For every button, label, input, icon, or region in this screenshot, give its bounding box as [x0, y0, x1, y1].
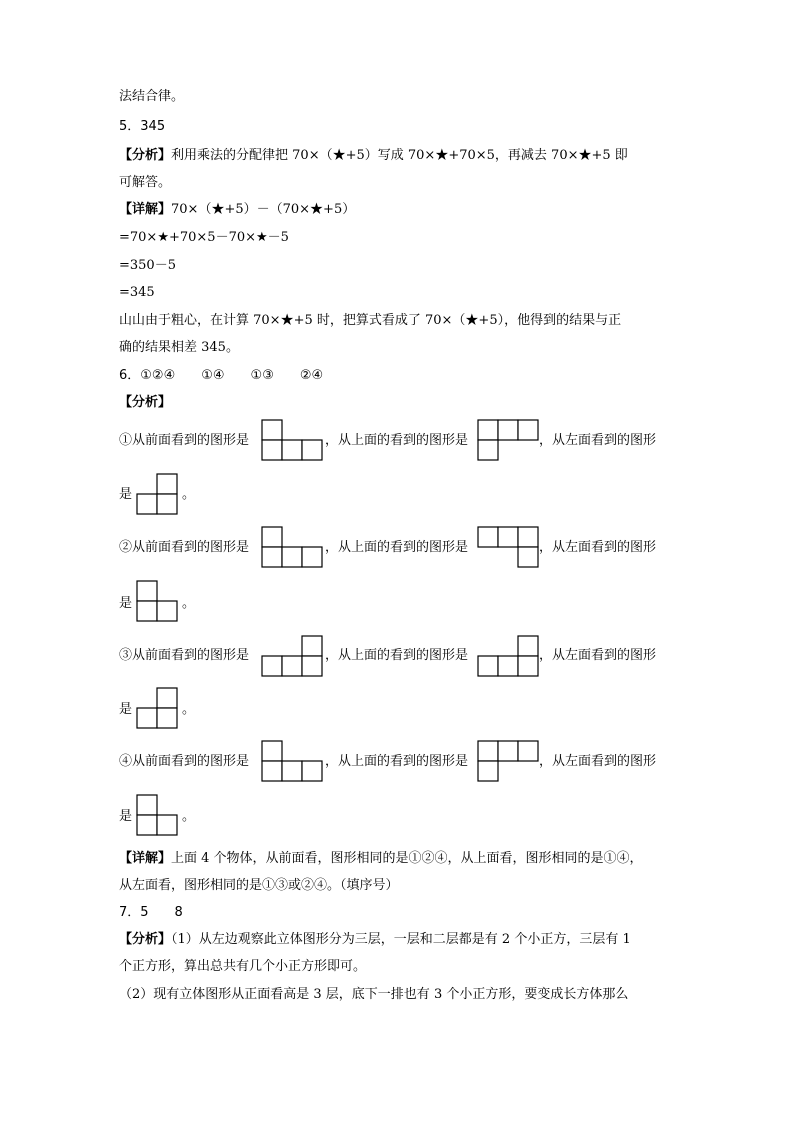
view-1-top-label: ，从上面的看到的图形是: [325, 433, 469, 448]
view-3-suffix-pre: 是: [119, 702, 133, 717]
detail-line: [119, 201, 355, 219]
detail-line: 确的结果相差 345。: [119, 340, 239, 355]
analysis-line: [119, 147, 628, 165]
top-view-figure: [478, 527, 540, 569]
view-4-top-label: ，从上面的看到的图形是: [325, 754, 469, 769]
detail-line: 从左面看，图形相同的是①③或②④。（填序号）: [119, 878, 399, 893]
detail-line: =350－5: [119, 258, 176, 273]
analysis-line: 可解答。: [119, 175, 172, 190]
top-view-figure: [478, 420, 540, 462]
view-3-suffix-post: 。: [182, 702, 196, 717]
front-view-figure: [262, 527, 324, 569]
view-1-front-label: ①从前面看到的图形是: [119, 433, 250, 448]
view-2-top-label: ，从上面的看到的图形是: [325, 540, 469, 555]
top-view-figure: [478, 741, 540, 783]
view-4-front-label: ④从前面看到的图形是: [119, 754, 250, 769]
detail-text: 上面 4 个物体，从前面看，图形相同的是①②④，从上面看，图形相同的是①④，: [171, 851, 643, 866]
front-view-figure: [262, 741, 324, 783]
detail-text: 70×（★+5）－（70×★+5）: [171, 202, 356, 217]
front-view-figure: [262, 636, 324, 678]
view-4-suffix-pre: 是: [119, 809, 133, 824]
view-1-left-label: ，从左面看到的图形: [539, 433, 657, 448]
analysis-tag: 【分析】: [119, 395, 172, 410]
left-view-figure: [137, 688, 179, 730]
analysis-text: （1）从左边观察此立体图形分为三层，一层和二层都是有 2 个小正方，三层有 1: [171, 932, 631, 947]
analysis-tag: 【分析】: [119, 148, 172, 163]
detail-line: 山山由于粗心，在计算 70×★+5 时，把算式看成了 70×（★+5），他得到的结果与正: [119, 313, 622, 328]
view-3-left-label: ，从左面看到的图形: [539, 648, 657, 663]
analysis-tag: 【分析】: [119, 932, 172, 947]
detail-line: =345: [119, 285, 155, 300]
view-4-suffix-post: 。: [182, 809, 196, 824]
detail-tag: 【详解】: [119, 851, 172, 866]
view-3-front-label: ③从前面看到的图形是: [119, 648, 250, 663]
front-view-figure: [262, 420, 324, 462]
question-7-answer: 7．5 8: [119, 905, 183, 920]
left-view-figure: [137, 795, 179, 837]
detail-line: =70×★+70×5－70×★－5: [119, 230, 289, 245]
view-1-suffix-pre: 是: [119, 487, 133, 502]
analysis-line: （2）现有立体图形从正面看高是 3 层，底下一排也有 3 个小正方形，要变成长方体那么: [119, 987, 629, 1002]
left-view-figure: [137, 581, 179, 623]
detail-tag: 【详解】: [119, 202, 172, 217]
left-view-figure: [137, 474, 179, 516]
view-4-left-label: ，从左面看到的图形: [539, 754, 657, 769]
question-6-answer: 6．①②④ ①④ ①③ ②④: [119, 368, 324, 383]
detail-line: [119, 850, 643, 868]
analysis-line: [119, 931, 631, 949]
view-1-suffix-post: 。: [182, 487, 196, 502]
top-view-figure: [478, 636, 540, 678]
text-line: 法结合律。: [119, 89, 185, 104]
view-2-left-label: ，从左面看到的图形: [539, 540, 657, 555]
analysis-text: 利用乘法的分配律把 70×（★+5）写成 70×★+70×5，再减去 70×★+5 即: [171, 148, 628, 163]
question-5-answer: 5．345: [119, 119, 166, 134]
view-2-suffix-pre: 是: [119, 596, 133, 611]
view-2-suffix-post: 。: [182, 596, 196, 611]
analysis-line: 个正方形，算出总共有几个小正方形即可。: [119, 959, 367, 974]
view-2-front-label: ②从前面看到的图形是: [119, 540, 250, 555]
view-3-top-label: ，从上面的看到的图形是: [325, 648, 469, 663]
